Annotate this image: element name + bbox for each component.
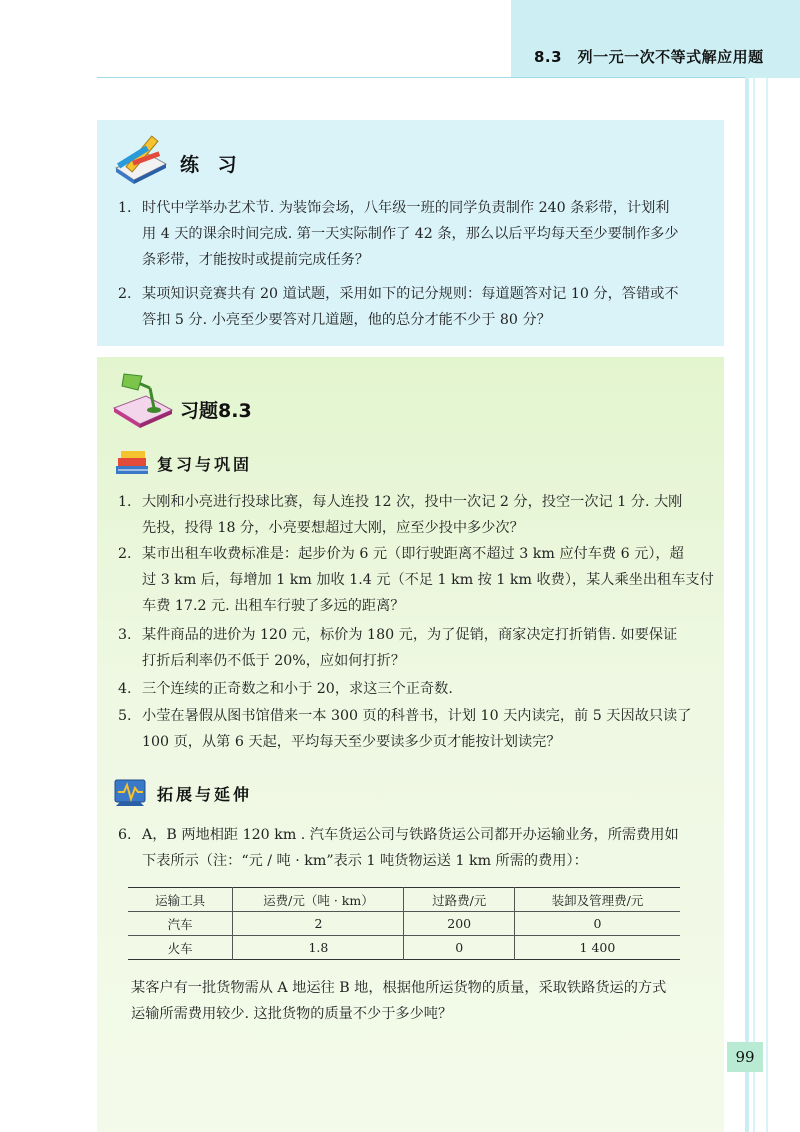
table-cell: 0 [404,936,514,960]
table-cell: 火车 [167,940,193,956]
section-title: 8.3 列一元一次不等式解应用题 [534,48,764,66]
margin-stripe [753,78,755,1132]
item-text: 大刚和小亮进行投球比赛，每人连投 12 次，投中一次记 2 分，投空一次记 1 分. 大刚 [142,494,683,510]
practice-item-1 [118,195,718,273]
item-text: 车费 17.2 元. 出租车行驶了多远的距离？ [142,598,405,614]
review-item-2 [118,541,718,619]
extension-item-6 [118,822,718,874]
table-row [128,936,680,960]
heartbeat-monitor-icon [112,778,152,808]
item-number: 2. [118,286,132,302]
item-text: 某件商品的进价为 120 元，标价为 180 元，为了促销，商家决定打折销售. 如要保证 [142,627,678,643]
review-item-1 [118,489,718,541]
item-text: 答扣 5 分. 小亮至少要答对几道题，他的总分才能不少于 80 分？ [142,312,551,328]
table-header-cell: 过路费/元 [404,888,514,912]
item-text: 100 页，从第 6 天起，平均每天至少要读多少页才能按计划读完？ [142,734,561,750]
item-number: 3. [118,627,132,643]
desk-lamp-book-icon [110,368,176,430]
table-row [128,912,680,936]
cost-table [128,887,680,960]
item-text: 某客户有一批货物需从 A 地运往 B 地，根据他所运货物的质量，采取铁路货运的方式 [131,980,667,996]
item-number: 6. [118,827,132,843]
item-text: 条彩带，才能按时或提前完成任务？ [142,252,370,268]
pencil-book-icon [108,130,174,186]
books-stack-icon [112,448,152,478]
item-text: 时代中学举办艺术节. 为装饰会场，八年级一班的同学负责制作 240 条彩带，计划利 [142,200,670,216]
header-divider [97,77,745,78]
item-text: 某市出租车收费标准是：起步价为 6 元（即行驶距离不超过 3 km 应付车费 6 元），超 [142,546,684,562]
table-cell: 1.8 [233,936,404,960]
table-header-cell: 装卸及管理费/元 [514,888,680,912]
item-text: 三个连续的正奇数之和小于 20，求这三个正奇数. [142,681,453,697]
item-text: 打折后利率仍不低于 20%，应如何打折？ [142,653,406,669]
table-cell: 汽车 [167,916,193,932]
item-number: 5. [118,708,132,724]
table-header-cell: 运输工具 [155,892,206,908]
margin-stripe [766,78,768,1132]
item-text: 先投，投得 18 分，小亮要想超过大刚，应至少投中多少次？ [142,520,524,536]
extension-item-6-continued [131,975,721,1027]
table-cell: 2 [233,912,404,936]
item-text: 过 3 km 后，每增加 1 km 加收 1.4 元（不足 1 km 按 1 km 收费），某人乘坐出租车支付 [142,572,714,588]
table-header-cell: 运费/元（吨 · km） [233,888,404,912]
item-text: 运输所需费用较少. 这批货物的质量不少于多少吨？ [131,1006,453,1022]
item-text: 下表所示（注：“元 / 吨 · km”表示 1 吨货物运送 1 km 所需的费用）： [142,853,588,869]
practice-item-2 [118,281,718,333]
review-item-5 [118,703,718,755]
item-text: 用 4 天的课余时间完成. 第一天实际制作了 42 条，那么以后平均每天至少要制作多少 [142,226,679,242]
item-number: 1. [118,494,132,510]
table-header-row [128,888,680,912]
exercises-heading: 习题8.3 [180,400,252,422]
item-number: 1. [118,200,132,216]
practice-heading: 练 习 [180,154,243,176]
extension-heading: 拓展与延伸 [157,785,253,804]
item-text: 某项知识竞赛共有 20 道试题，采用如下的记分规则：每道题答对记 10 分，答错或不 [142,286,679,302]
table-cell: 200 [404,912,514,936]
margin-stripe [745,78,749,1132]
review-item-3 [118,622,718,674]
table-cell: 0 [514,912,680,936]
item-text: 小莹在暑假从图书馆借来一本 300 页的科普书，计划 10 天内读完，前 5 天因故只读了 [142,708,692,724]
page-number: 99 [735,1048,755,1066]
item-text: A，B 两地相距 120 km . 汽车货运公司与铁路货运公司都开办运输业务，所需费用如 [142,827,679,843]
item-number: 2. [118,546,132,562]
table-cell: 1 400 [514,936,680,960]
review-item-4 [118,676,718,702]
review-heading: 复习与巩固 [157,455,253,474]
item-number: 4. [118,681,132,697]
